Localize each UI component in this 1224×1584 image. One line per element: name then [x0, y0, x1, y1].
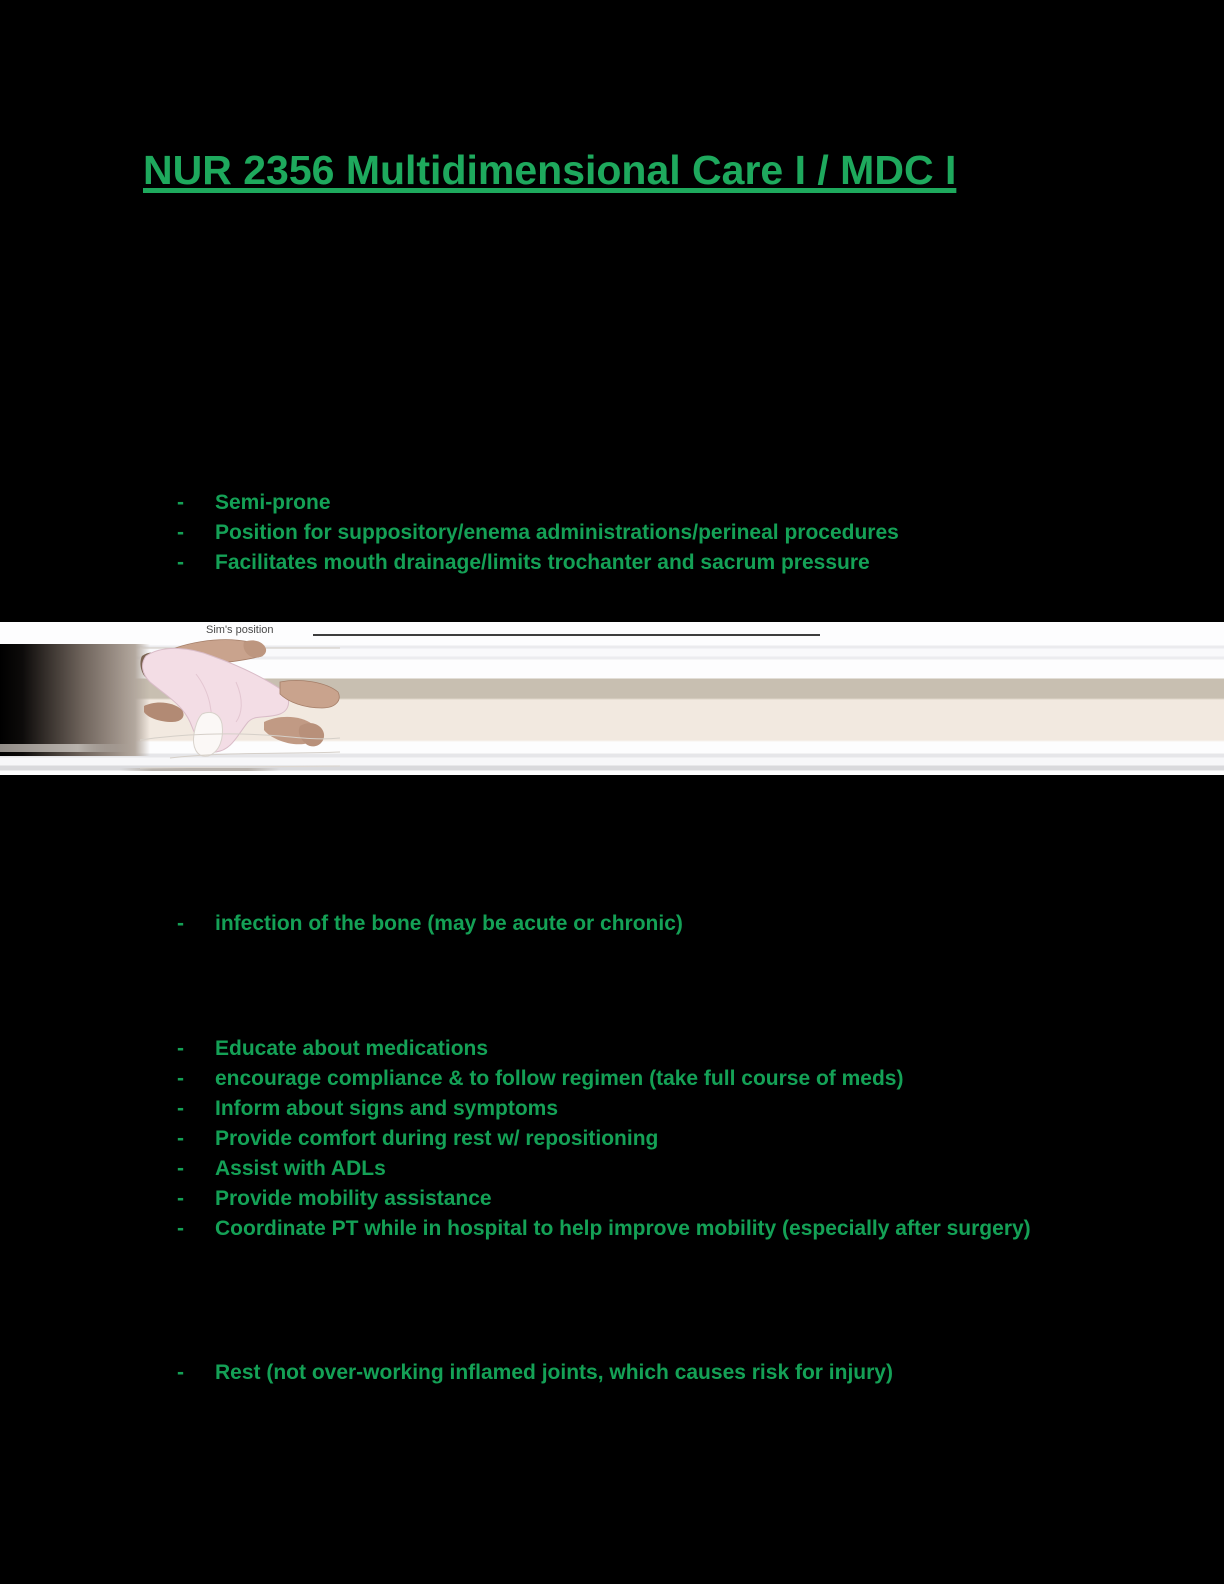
bullet-dash: -: [177, 1097, 184, 1120]
bullet-dash: -: [177, 1217, 184, 1240]
figure-caption: Sim's position: [206, 624, 274, 636]
bullet-dash: -: [177, 491, 184, 514]
bullet-text: infection of the bone (may be acute or chronic): [215, 912, 683, 935]
bullet-text: Inform about signs and symptoms: [215, 1097, 559, 1120]
bullet-dash: -: [177, 1067, 184, 1090]
list-item: [177, 1094, 1092, 1124]
list-item: [177, 1214, 1092, 1244]
bullet-text: Position for suppository/enema administrations/perineal procedures: [215, 521, 899, 544]
list-item: [177, 1124, 1092, 1154]
page-title: NUR 2356 Multidimensional Care I / MDC I: [143, 147, 957, 193]
list-item: [177, 518, 1092, 548]
list-item: [177, 1154, 1092, 1184]
rest-bullet-list: [177, 1358, 1092, 1388]
list-item: [177, 1034, 1092, 1064]
bullet-text: encourage compliance & to follow regimen (take full course of meds): [215, 1067, 904, 1090]
bullet-text: Provide mobility assistance: [215, 1187, 492, 1210]
list-item: [177, 488, 1092, 518]
band-top-line: [313, 634, 820, 636]
bullet-text: Provide comfort during rest w/ repositioning: [215, 1127, 659, 1150]
bullet-dash: -: [177, 521, 184, 544]
bullet-dash: -: [177, 1187, 184, 1210]
bed-edge-line: [140, 766, 340, 768]
band-left-gradient: [0, 644, 150, 756]
bullet-dash: -: [177, 1157, 184, 1180]
bed-line-low: [170, 752, 340, 758]
list-item: [177, 1358, 1092, 1388]
bullet-text: Rest (not over-working inflamed joints, which causes risk for injury): [215, 1361, 893, 1384]
patient-forearm: [144, 703, 184, 722]
band-gray-strip: [0, 744, 130, 752]
list-item: [177, 548, 1092, 578]
definition-bullet-list: [177, 909, 1092, 939]
bullet-text: Assist with ADLs: [215, 1157, 386, 1180]
list-item: [177, 1064, 1092, 1094]
bullet-text: Coordinate PT while in hospital to help improve mobility (especially after surgery): [215, 1217, 1031, 1240]
sims-bullet-list: [177, 488, 1092, 578]
sims-position-figure-illustration: [140, 622, 340, 775]
list-item: [177, 909, 1092, 939]
bullet-dash: -: [177, 912, 184, 935]
list-item: [177, 1184, 1092, 1214]
bullet-text: Semi-prone: [215, 491, 331, 514]
bullet-text: Facilitates mouth drainage/limits trochanter and sacrum pressure: [215, 551, 870, 574]
sims-image-band: [0, 622, 1224, 775]
bullet-dash: -: [177, 551, 184, 574]
bullet-dash: -: [177, 1037, 184, 1060]
bullet-text: Educate about medications: [215, 1037, 489, 1060]
bullet-dash: -: [177, 1361, 184, 1384]
bullet-dash: -: [177, 1127, 184, 1150]
care-bullet-list: [177, 1034, 1092, 1244]
